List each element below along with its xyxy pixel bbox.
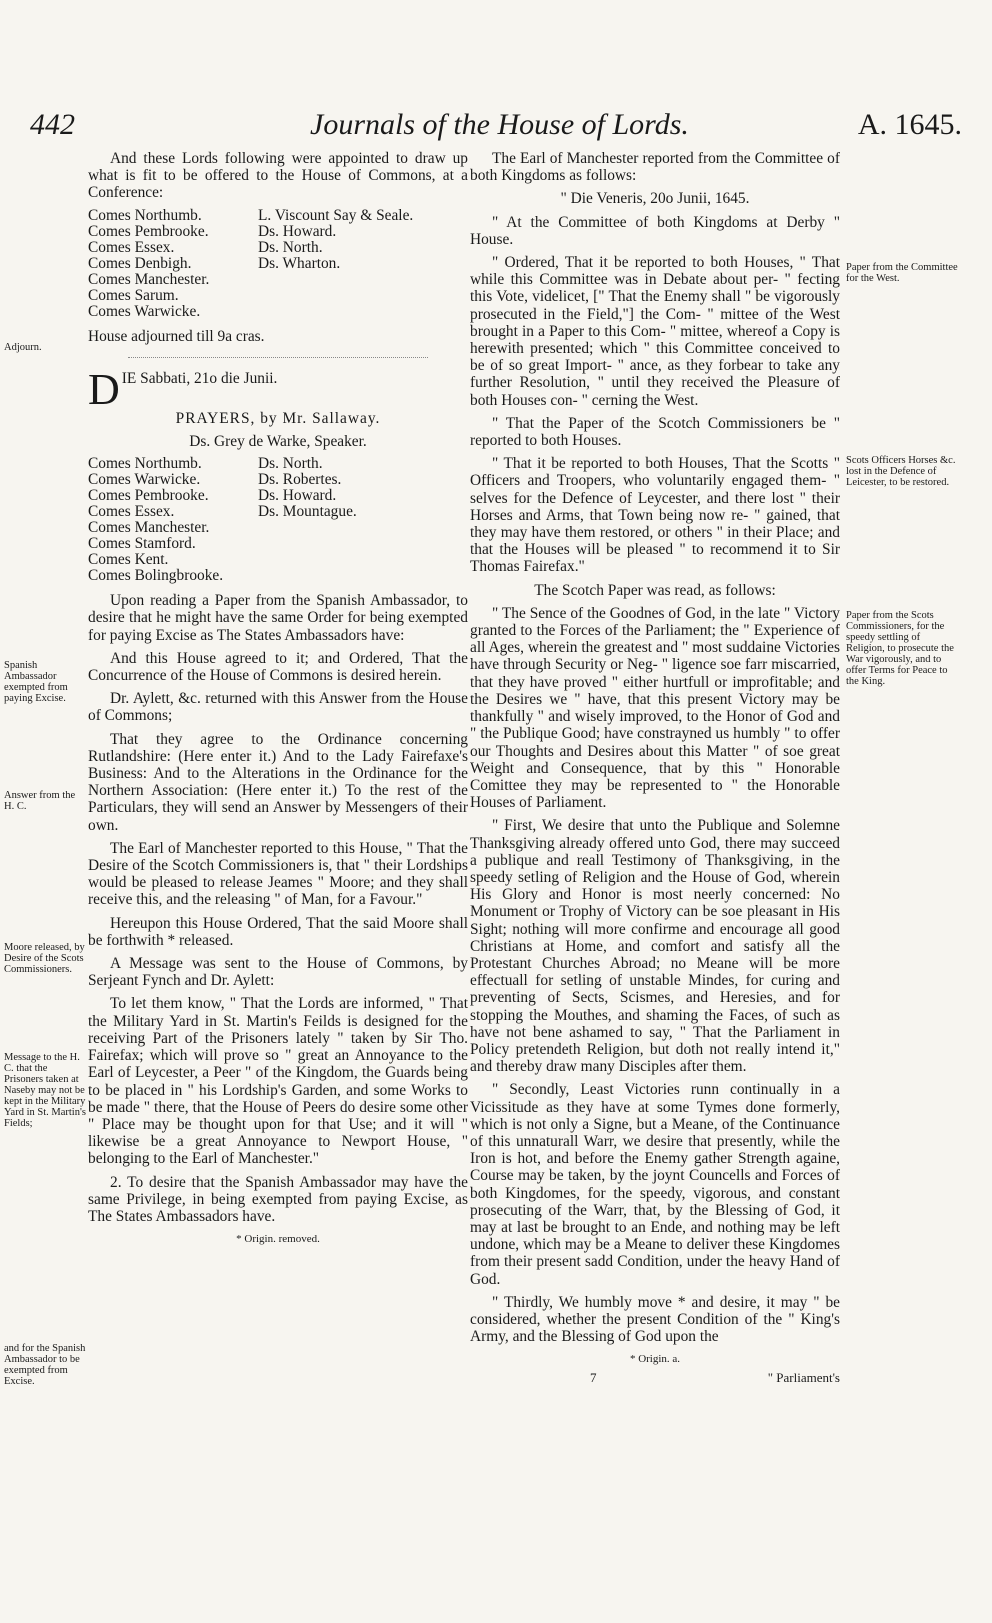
margin-note-message: Message to the H. C. that the Prisoners taken at Naseby may not be kept in the Military Yard in St. Martin's Fields; [4, 1052, 86, 1129]
page-number: 442 [30, 108, 75, 141]
paragraph: " Ordered, That it be reported to both Houses, " That while this Committee was in Debate about per- " fecting this Vote, videlicet, [" That the Enemy shall " be vigorously prosecuted in the Field,"] the Com- " mittee of the West brought in a Paper to this Com- " mittee, whereof a Copy is herewith presented; which " this Committee conceived to be of so great Import- " ance, as they forbear to take any further Resolution, " until they received the Pleasure of both Houses con- " cerning the West. [470, 254, 840, 409]
margin-note-moore: Moore released, by Desire of the Scots Commissioners. [4, 942, 85, 975]
lord-name: Comes Warwicke. [88, 471, 201, 489]
lord-name: Comes Manchester. [88, 519, 210, 537]
footnote: * Origin. a. [629, 1353, 681, 1366]
right-column [470, 150, 840, 1386]
margin-note-answer: Answer from the H. C. [4, 790, 76, 812]
paragraph: " That the Paper of the Scotch Commissioners be " reported to both Houses. [470, 414, 840, 450]
lord-name: Comes Bolingbrooke. [88, 567, 224, 585]
paragraph: Dr. Aylett, &c. returned with this Answer from the House of Commons; [88, 690, 468, 725]
names-right [258, 456, 448, 584]
lord-name: Comes Essex. [88, 238, 175, 256]
margin-note-adjourn: Adjourn. [4, 342, 42, 353]
left-column [88, 150, 468, 1248]
paragraph: A Message was sent to the House of Commons, by Serjeant Fynch and Dr. Aylett: [88, 955, 468, 990]
section-divider [128, 357, 428, 358]
lord-name: Ds. Robertes. [258, 471, 342, 489]
margin-note-scots-officers: Scots Officers Horses &c. lost in the Defence of Leicester, to be restored. [846, 455, 956, 488]
paragraph: Hereupon this House Ordered, That the said Moore shall be forthwith * released. [88, 914, 468, 949]
names-left [88, 456, 258, 584]
paragraph: " First, We desire that unto the Publique and Solemne Thanksgiving already offered unto God, there may succeed a publique and reall Testimony of Thanksgiving, in the speedy setling of Religion and the House of God, wherein His Glory and Honor is most neerly concerned: No Monument or Trophy of Victory can be soe pleasant in His Sight; nothing will more confirme and encourage all good Christians at Home, and comfort and satisfy all the Protestant Churches Abroad; no Meane will be more effectuall for setling of unstable Mindes, for curing and preventing of Sects, Scismes, and Heresies, and for stopping the Mouthes, and shaming the Faces, of such as have not bene ashamed to say, " That the Parliament in Policy pretendeth Religion, but doth not really intend it," and thereby draw many Disciples after them. [470, 817, 840, 1076]
lord-name: Comes Essex. [88, 503, 175, 521]
names-right [258, 208, 448, 320]
page-year: A. 1645. [857, 108, 962, 141]
drop-cap: D [88, 364, 120, 414]
page-header [30, 104, 962, 144]
lord-name: L. Viscount Say & Seale. [258, 206, 414, 224]
lord-name: Comes Pembrooke. [88, 487, 209, 505]
page-footer [470, 1369, 840, 1386]
conference-lords-list [88, 208, 468, 320]
paragraph: " That it be reported to both Houses, That the Scotts " Officers and Troopers, who voluntarily engaged them- " selves for the Defence of Leycester, and there lost " their Horses and Arms, that Town being now re- " gained, that they may have them restored, or others " in their Place; and that the Houses will be pleased " to recommend it to Sir Thomas Fairefax." [470, 455, 840, 576]
paragraph: " Thirdly, We humbly move * and desire, it may " be considered, whether the present Condition of the " King's Army, and the Blessing of God upon the [470, 1293, 840, 1346]
paragraph: 2. To desire that the Spanish Ambassador may have the same Privilege, in being exempted from paying Excise, as The States Ambassadors have. [88, 1173, 468, 1225]
lord-name: Comes Pembrooke. [88, 222, 209, 240]
lord-name: Comes Denbigh. [88, 254, 192, 272]
names-left [88, 208, 258, 320]
lord-name: Comes Manchester. [88, 270, 210, 288]
lord-name: Comes Warwicke. [88, 302, 201, 320]
lord-name: Comes Stamford. [88, 535, 196, 553]
lord-name: Ds. Mountague. [258, 503, 357, 521]
running-title: Journals of the House of Lords. [310, 108, 689, 141]
lord-name: Comes Northumb. [88, 206, 202, 224]
paragraph: And this House agreed to it; and Ordered, That the Concurrence of the House of Commons is desired herein. [88, 649, 468, 685]
margin-note-west: Paper from the Committee for the West. [846, 262, 958, 284]
footnote: * Origin. removed. [236, 1233, 320, 1246]
date-line: " Die Veneris, 20o Junii, 1645. [560, 190, 750, 208]
paragraph: Upon reading a Paper from the Spanish Ambassador, to desire that he might have the same Order for being exempted for paying Excise as The States Ambassadors have: [88, 592, 468, 644]
catchword: " Parliament's [767, 1369, 840, 1385]
lord-name: Comes Northumb. [88, 455, 202, 473]
paragraph: The Scotch Paper was read, as follows: [534, 581, 776, 599]
lord-name: Ds. Howard. [258, 487, 337, 505]
margin-note-excise: and for the Spanish Ambassador to be exempted from Excise. [4, 1343, 86, 1387]
lord-name: Ds. North. [258, 238, 323, 256]
lord-name: Ds. Howard. [258, 222, 337, 240]
present-lords-list [88, 456, 468, 584]
paragraph: " At the Committee of both Kingdoms at Derby " House. [470, 213, 840, 248]
paragraph: " Secondly, Least Victories runn continually in a Vicissitude as they have at some Tymes done formerly, which is not only a Signe, but a Meane, of the Continuance of this unnaturall Warr, we desire that presently, while the Iron is hot, and before the Enemy gather Strength againe, Course may be taken, by the joynt Councells and Forces of both Kingdomes, for the speedy, vigorous, and constant prosecuting of the Warr, that, by the Blessing of God, it may at last be brought to an Ende, and nothing may be left undone, which may be a Meane to deliver these Kingdomes from their present sadd Condition, under the heavy Hand of God. [470, 1081, 840, 1288]
date-heading: DIE Sabbati, 21o die Junii. [88, 364, 278, 414]
margin-note-spanish-ambassador: Spanish Ambassador exempted from paying Excise. [4, 660, 68, 704]
paragraph: The Earl of Manchester reported to this House, " That the Desire of the Scotch Commissioners is, that " their Lordships would be pleased to release Jeames " Moore; and they shall receive this, and the releasing " of Man, for a Favour." [88, 839, 468, 909]
lord-name: Ds. North. [258, 455, 323, 473]
speaker-line: Ds. Grey de Warke, Speaker. [189, 433, 367, 451]
lord-name: Comes Sarum. [88, 286, 179, 304]
paragraph: The Earl of Manchester reported from the Committee of both Kingdoms as follows: [470, 150, 840, 185]
margin-note-scots-paper: Paper from the Scots Commissioners, for the speedy settling of Religion, to prosecute the War vigorously, and to offer Terms for Peace to the King. [846, 610, 954, 687]
prayers-line: PRAYERS, by Mr. Sallaway. [175, 409, 381, 427]
lord-name: Comes Kent. [88, 551, 169, 569]
lord-name: Ds. Wharton. [258, 254, 341, 272]
paragraph: " The Sence of the Goodnes of God, in the late " Victory granted to the Forces of the Parliament; the " Experience of all Ages, wherein the greatest and " most suddaine Victories have through Security or Neg- " ligence soe farr miscarried, that they have proved " either hurtfull or improfitable; and the Desires we " have, that this present Victory may be thankfully " and wisely improved, to the Honor of God and " the Publique Good; have constrayned us humbly " to offer our Thoughts and Desires about this Matter " of soe great Weight and Consequence, that by this " Honorable Comittee they may be represented to " the Honorable Houses of Parliament. [470, 604, 840, 812]
paragraph: That they agree to the Ordinance concerning Rutlandshire: (Here enter it.) And to the Lady Fairefaxe's Business: And to the Alterations in the Ordinance for the Northern Association: (Here enter it.) To the rest of the Particulars, they will send an Answer by Messengers of their own. [88, 730, 468, 834]
signature-mark: 7 [590, 1369, 597, 1385]
intro-paragraph: And these Lords following were appointed to draw up what is fit to be offered to the House of Commons, at a Conference: [88, 150, 468, 202]
paragraph: To let them know, " That the Lords are informed, " That the Military Yard in St. Martin's Feilds is designed for the receiving Part of the Prisoners lately " taken by Sir Tho. Fairefax; which will prove so " great an Annoyance to the Earl of Leycester, a Peer " of the Kingdom, the Guards being to be placed in " his Lordship's Garden, and some Works to be made " there, that the House of Peers do desire some other " Place may be thought upon for that Use; and it will " likewise be a great Annoyance to Newport House, " belonging to the Earl of Manchester." [88, 995, 468, 1168]
adjourned-line: House adjourned till 9a cras. [88, 327, 265, 345]
